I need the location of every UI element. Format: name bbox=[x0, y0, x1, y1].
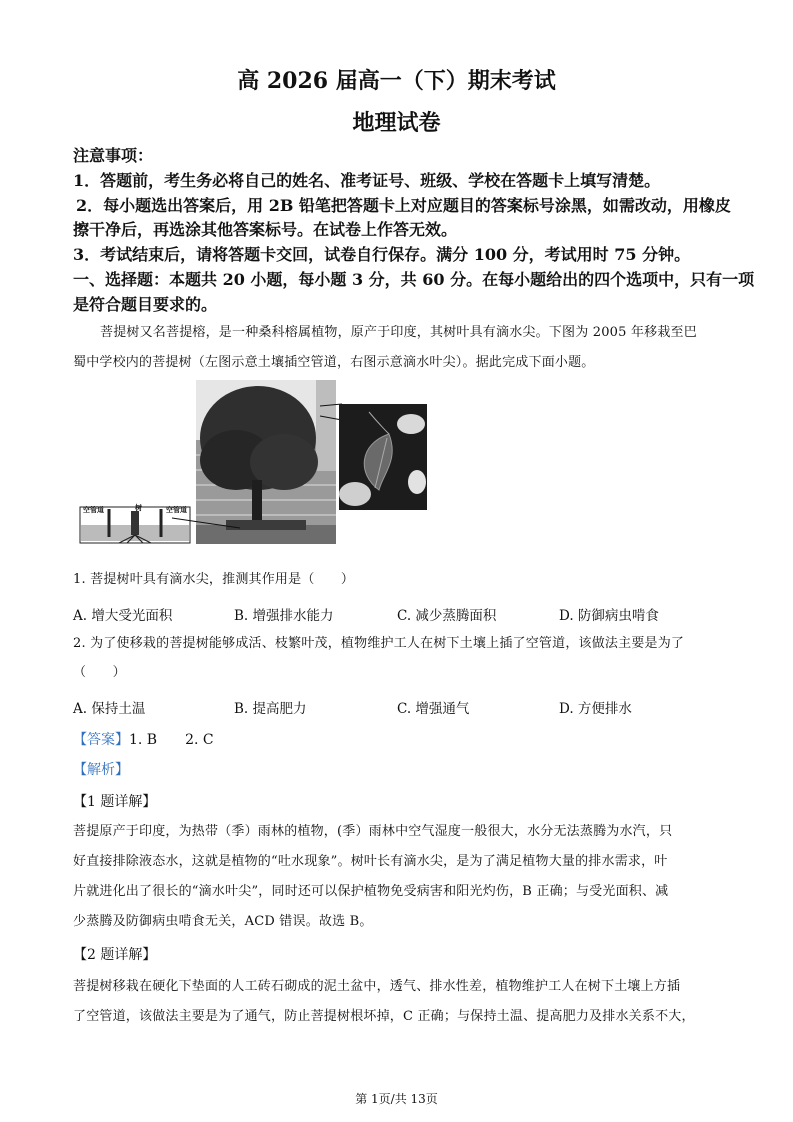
analysis-tag: 【解析】 bbox=[73, 762, 129, 778]
pipe-label-right: 空管道 bbox=[166, 505, 187, 514]
q1-stem: 1. 菩提树叶具有滴水尖，推测其作用是（ ） bbox=[73, 572, 355, 587]
detail1-line4: 少蒸腾及防御病虫啃食无关，ACD 错误。故选 B。 bbox=[73, 914, 373, 929]
q2-stem-line2: （ ） bbox=[73, 665, 126, 680]
q2-option-a[interactable]: A. 保持土温 bbox=[73, 701, 146, 717]
intro-line2: 蜀中学校内的菩提树（左图示意土壤插空管道，右图示意滴水叶尖）。据此完成下面小题。 bbox=[73, 355, 595, 370]
tree-label: 树 bbox=[135, 503, 142, 512]
q2-stem-line1: 2. 为了使移栽的菩提树能够成活、枝繁叶茂，植物维护工人在树下土壤上插了空管道，该做法主要是为了 bbox=[73, 636, 685, 651]
detail2-line2: 了空管道，该做法主要是为了通气，防止菩提树根坏掉，C 正确；与保持土温、提高肥力及排水关系不大， bbox=[73, 1009, 695, 1024]
answer-text: 1. B 2. C bbox=[129, 732, 214, 748]
answer-tag: 【答案】 bbox=[73, 732, 129, 748]
subject-title: 地理试卷 bbox=[352, 110, 441, 136]
answer-line bbox=[73, 731, 214, 749]
notice-item-2: 2．每小题选出答案后，用 2B 铅笔把答题卡上对应题目的答案标号涂黑，如需改动，用橡皮 bbox=[76, 196, 731, 215]
q1-option-a[interactable]: A. 增大受光面积 bbox=[73, 608, 173, 624]
pipe-label-left: 空管道 bbox=[83, 505, 104, 514]
page-number: 第 1页/共 13页 bbox=[355, 1092, 438, 1106]
q2-option-b[interactable]: B. 提高肥力 bbox=[234, 701, 307, 717]
notice-heading: 注意事项： bbox=[73, 146, 154, 165]
intro-line1: 菩提树又名菩提榕，是一种桑科榕属植物，原产于印度，其树叶具有滴水尖。下图为 2005 年移栽至巴 bbox=[100, 325, 697, 340]
section-heading-line2: 是符合题目要求的。 bbox=[73, 295, 218, 314]
notice-item-2-cont: 擦干净后，再选涂其他答案标号。在试卷上作答无效。 bbox=[73, 220, 458, 239]
section-heading-line1: 一、选择题：本题共 20 小题，每小题 3 分，共 60 分。在每小题给出的四个选项中，只有一项 bbox=[73, 270, 755, 289]
detail1-line1: 菩提原产于印度，为热带（季）雨林的植物，(季）雨林中空气湿度一般很大，水分无法蒸腾为水汽，只 bbox=[73, 824, 673, 839]
detail2-heading: 【2 题详解】 bbox=[73, 947, 157, 963]
q1-option-c[interactable]: C. 减少蒸腾面积 bbox=[397, 608, 497, 624]
figure-connectors bbox=[170, 400, 345, 540]
detail1-heading: 【1 题详解】 bbox=[73, 794, 157, 810]
q1-option-b[interactable]: B. 增强排水能力 bbox=[234, 608, 334, 624]
detail1-line2: 好直接排除液态水，这就是植物的“吐水现象”。树叶长有滴水尖，是为了满足植物大量的排水需求，叶 bbox=[73, 854, 668, 869]
detail2-line1: 菩提树移栽在硬化下垫面的人工砖石砌成的泥土盆中，透气、排水性差，植物维护工人在树下土壤上方插 bbox=[73, 979, 681, 994]
detail1-line3: 片就进化出了很长的“滴水叶尖”，同时还可以保护植物免受病害和阳光灼伤，B 正确；与受光面积、减 bbox=[73, 884, 669, 899]
exam-title: 高 2026 届高一（下）期末考试 bbox=[237, 68, 556, 94]
q2-option-c[interactable]: C. 增强通气 bbox=[397, 701, 470, 717]
q1-option-d[interactable]: D. 防御病虫啃食 bbox=[559, 608, 659, 624]
leaf-photo-illustration bbox=[339, 404, 427, 510]
notice-item-1: 1．答题前，考生务必将自己的姓名、准考证号、班级、学校在答题卡上填写清楚。 bbox=[73, 171, 661, 190]
leaf-photo bbox=[339, 404, 427, 510]
notice-item-3: 3．考试结束后，请将答题卡交回，试卷自行保存。满分 100 分，考试用时 75 分钟。 bbox=[73, 245, 691, 264]
q2-option-d[interactable]: D. 方便排水 bbox=[559, 701, 632, 717]
